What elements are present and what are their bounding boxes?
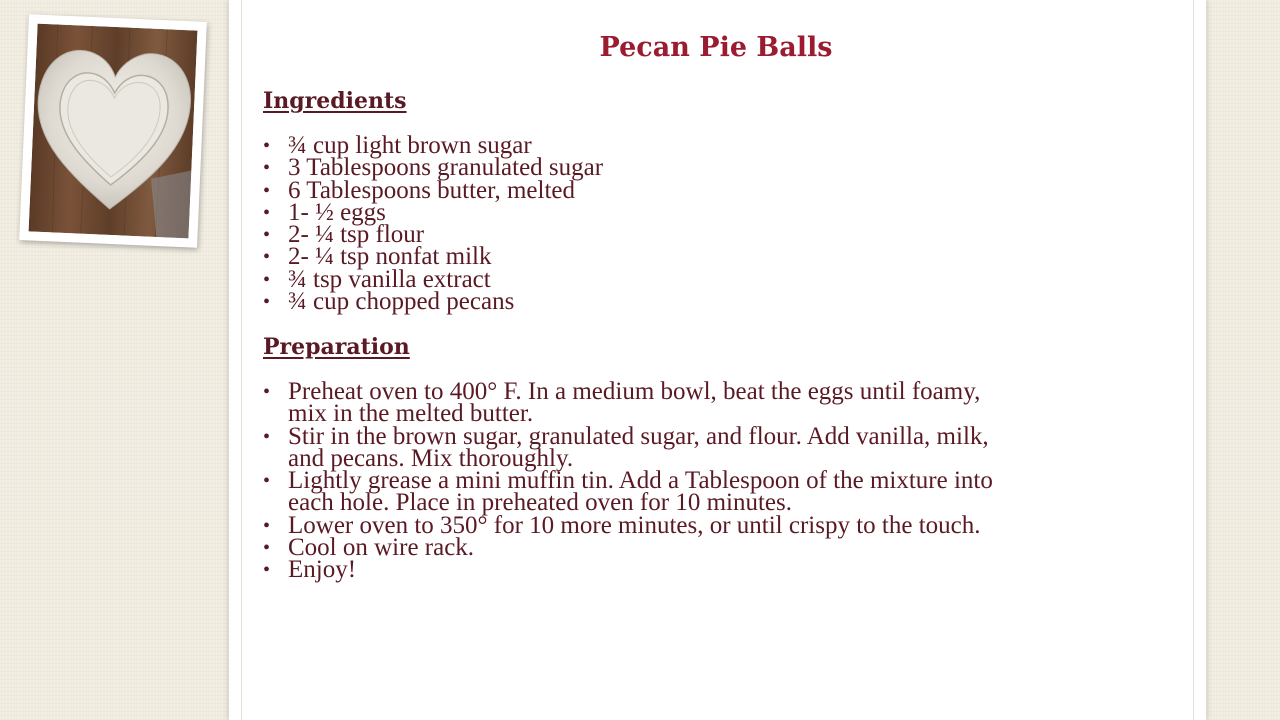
ingredients-list <box>263 132 763 316</box>
list-item: • Preheat oven to 400° F. In a medium bowl, beat the eggs until foamy, mix in the melted butter. <box>263 381 1023 426</box>
list-item: • Lightly grease a mini muffin tin. Add a Tablespoon of the mixture into each hole. Place in preheated oven for 10 minutes. <box>263 470 1023 515</box>
list-item: • Lower oven to 350° for 10 more minutes, or until crispy to the touch. <box>263 515 1023 537</box>
list-item: • 3 Tablespoons granulated sugar <box>263 157 763 179</box>
list-item: • 2- ¼ tsp flour <box>263 224 763 246</box>
heart-dish-photo-icon <box>29 24 198 239</box>
preparation-heading: Preparation <box>263 334 410 360</box>
list-item: • 1- ½ eggs <box>263 202 763 224</box>
recipe-photo <box>19 14 207 248</box>
ingredients-heading: Ingredients <box>263 88 407 114</box>
list-item: • Cool on wire rack. <box>263 537 1023 559</box>
list-item: • ¾ cup light brown sugar <box>263 135 763 157</box>
recipe-title: Pecan Pie Balls <box>599 32 833 63</box>
list-item: • ¾ cup chopped pecans <box>263 291 763 313</box>
list-item: • 2- ¼ tsp nonfat milk <box>263 246 763 268</box>
list-item: • Stir in the brown sugar, granulated sugar, and flour. Add vanilla, milk, and pecans. Mix thoroughly. <box>263 426 1023 471</box>
preparation-list <box>263 378 1023 584</box>
list-item: • 6 Tablespoons butter, melted <box>263 180 763 202</box>
list-item: • Enjoy! <box>263 559 1023 581</box>
list-item: • ¾ tsp vanilla extract <box>263 269 763 291</box>
